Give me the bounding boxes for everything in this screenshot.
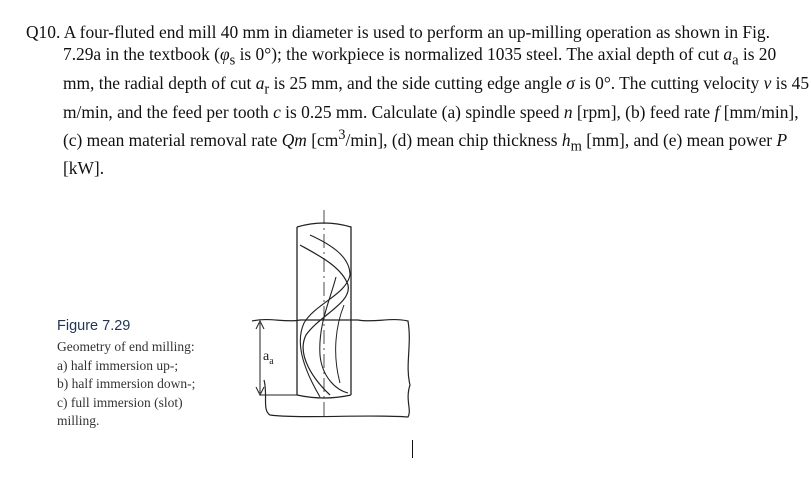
axial-depth-label: $a_a$ xyxy=(263,349,274,367)
caption-line: a) half immersion up-; xyxy=(57,357,179,373)
caption-line: b) half immersion down-; xyxy=(57,376,196,392)
caption-line: Geometry of end milling: xyxy=(57,339,195,354)
caption-line: c) full immersion (slot) xyxy=(57,394,183,410)
end-mill-figure xyxy=(240,205,420,425)
tool-flute xyxy=(336,305,344,383)
caption-line: milling. xyxy=(57,413,100,429)
figure-caption xyxy=(57,317,237,431)
workpiece-outline xyxy=(252,320,410,417)
question-text: Q10. A four-fluted end mill 40 mm in diameter is used to perform an up-milling operation as shown in Fig. 7.29a in the textbook ($\varphi_s$ is 0°); the workpiece is normalized 1035 steel. The axial depth of cut $a_a$ is 20 mm, the radial depth of cut $a_r$ is 25 mm, and the side cutting edge angle σ is 0°. The cutting velocity v is 45 m/min, and the feed per tooth c is 0.25 mm. Calculate (a) spindle speed n [rpm], (b) feed rate f [mm/min], (c) mean material removal rate Qm $[cm^3/\min]$, (d) mean chip thickness $h_m$ [mm], and (e) mean power P [kW]. xyxy=(26,22,810,179)
text-cursor xyxy=(412,440,413,458)
question-label: Q10. xyxy=(26,22,61,42)
caption-title: Figure 7.29 xyxy=(57,318,131,334)
